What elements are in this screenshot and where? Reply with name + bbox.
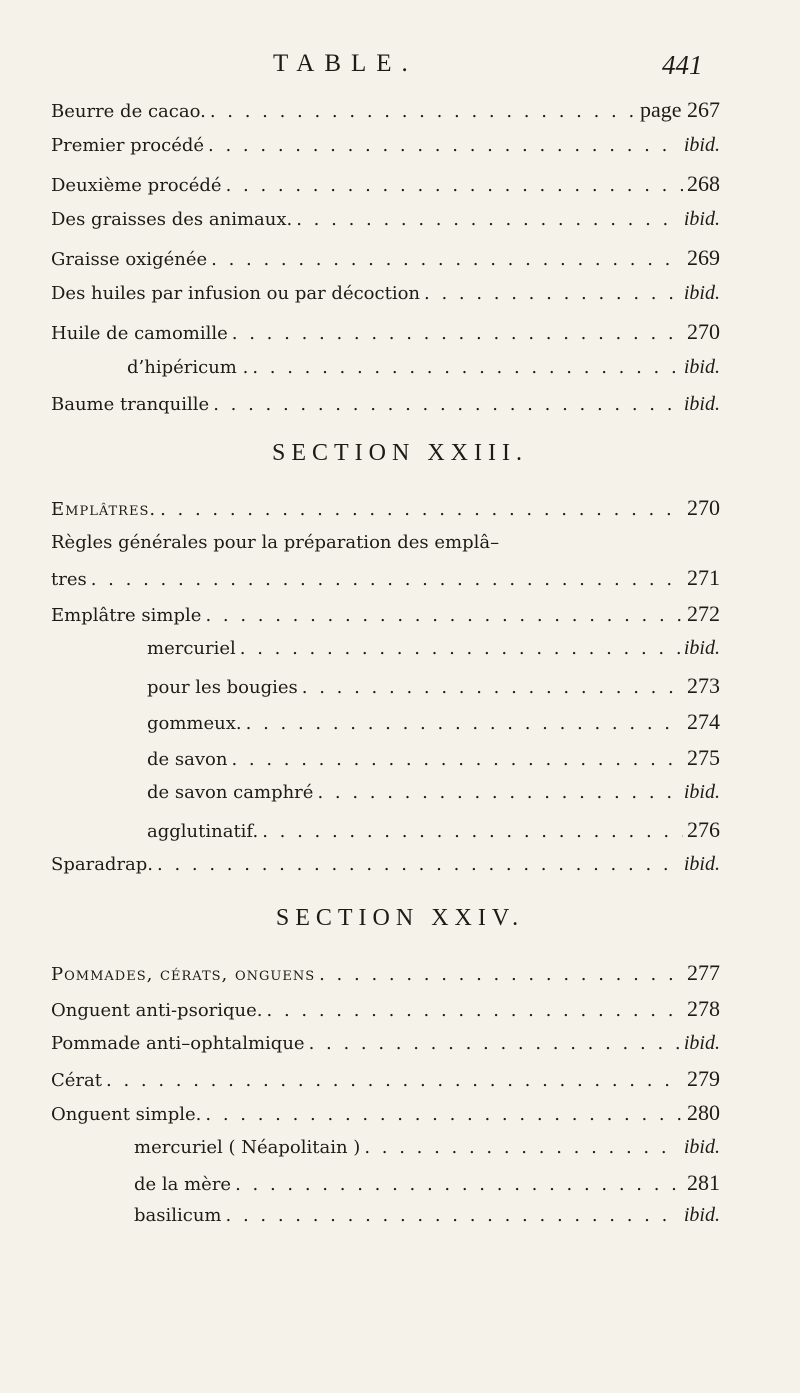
entry-label: Deuxième procédé: [51, 175, 222, 196]
entry-page: ibid.: [683, 356, 720, 378]
page-number: 441: [662, 50, 703, 80]
dot-leader: [317, 782, 679, 803]
toc-entry: [51, 134, 720, 157]
entry-page: ibid.: [683, 1204, 720, 1226]
entry-page: page 267: [639, 97, 720, 122]
entry-page: 274: [687, 709, 720, 734]
dot-leader: [160, 499, 683, 520]
section-heading: SECTION XXIV.: [275, 905, 525, 931]
entry-page: ibid.: [683, 134, 720, 156]
entry-label: Des graisses des animaux.: [51, 209, 293, 230]
dot-leader: [246, 713, 683, 734]
toc-entry: [51, 97, 720, 123]
entry-page: 270: [687, 319, 720, 344]
entry-label: Onguent simple.: [51, 1104, 202, 1125]
running-title: TABLE.: [273, 50, 418, 77]
entry-page: 280: [687, 1100, 720, 1125]
toc-entry: [134, 1204, 720, 1227]
entry-label: Onguent anti-psorique.: [51, 1000, 263, 1021]
dot-leader: [213, 394, 680, 415]
dot-leader: [364, 1137, 680, 1158]
dot-leader: [205, 1104, 683, 1125]
entry-label: Huile de camomille: [51, 323, 228, 344]
dot-leader: [235, 1174, 683, 1195]
entry-label: Baume tranquille: [51, 394, 210, 415]
entry-label: basilicum: [134, 1205, 222, 1226]
entry-page: 270: [687, 495, 720, 520]
entry-page: 271: [687, 565, 720, 590]
entry-label: de savon: [147, 749, 228, 770]
entry-page: ibid.: [683, 853, 720, 875]
entry-page: 281: [687, 1170, 720, 1195]
entry-label: Emplâtre simple: [51, 605, 202, 626]
entry-page: 277: [687, 960, 720, 985]
entry-label: mercuriel ( Néapolitain ): [134, 1137, 361, 1158]
entry-label: Emplâtres.: [51, 499, 157, 520]
dot-leader: [157, 854, 680, 875]
dot-leader: [267, 1000, 683, 1021]
dot-leader: [91, 569, 683, 590]
dot-leader: [424, 283, 680, 304]
toc-entry: [147, 709, 720, 735]
toc-entry: [147, 745, 720, 771]
entry-label: Sparadrap.: [51, 854, 154, 875]
entry-label: Beurre de cacao.: [51, 101, 206, 122]
dot-leader: [205, 605, 683, 626]
toc-entry: [51, 601, 720, 627]
toc-entry: [134, 1170, 720, 1196]
toc-entry: [51, 565, 720, 591]
entry-label: Des huiles par infusion ou par décoction: [51, 283, 421, 304]
entry-label: Graisse oxigénée: [51, 249, 208, 270]
entry-page: ibid.: [683, 637, 720, 659]
toc-entry: [51, 996, 720, 1022]
dot-leader: [296, 209, 680, 230]
entry-label: Pommades, cérats, onguens: [51, 964, 316, 985]
toc-entry: [51, 1100, 720, 1126]
entry-page: 269: [687, 245, 720, 270]
toc-entry: [51, 245, 720, 271]
dot-leader: [309, 1033, 680, 1054]
toc-entry: [51, 208, 720, 231]
entry-page: ibid.: [683, 781, 720, 803]
running-head: [0, 50, 800, 90]
entry-page: 272: [687, 601, 720, 626]
entry-label: gommeux.: [147, 713, 242, 734]
dot-leader: [262, 821, 683, 842]
entry-label: Premier procédé: [51, 135, 205, 156]
entry-page: 273: [687, 673, 720, 698]
entry-label: Pommade anti–ophtalmique: [51, 1033, 305, 1054]
section-heading: SECTION XXIII.: [272, 440, 528, 466]
toc-entry: [51, 393, 720, 416]
dot-leader: [302, 677, 683, 698]
entry-page: 275: [687, 745, 720, 770]
entry-label: tres: [51, 569, 87, 590]
entry-label: mercuriel: [147, 638, 236, 659]
entry-page: ibid.: [683, 1136, 720, 1158]
toc-entry: [51, 1032, 720, 1055]
toc-entry: [51, 282, 720, 305]
entry-label: d’hipéricum .: [127, 357, 249, 378]
toc-entry: [147, 817, 720, 843]
dot-leader: [240, 638, 680, 659]
toc-entry: [51, 319, 720, 345]
dot-leader: [208, 135, 680, 156]
entry-label: pour les bougies: [147, 677, 298, 698]
dot-leader: [232, 323, 683, 344]
entry-label-line: Règles générales pour la préparation des emplâ–: [51, 532, 500, 553]
toc-entry: [147, 781, 720, 804]
dot-leader: [319, 964, 683, 985]
dot-leader: [252, 357, 680, 378]
entry-page: ibid.: [683, 393, 720, 415]
toc-entry: [51, 1066, 720, 1092]
entry-page: 278: [687, 996, 720, 1021]
toc-entry: [51, 171, 720, 197]
entry-page: 279: [687, 1066, 720, 1091]
dot-leader: [226, 1205, 680, 1226]
toc-entry: [147, 637, 720, 660]
dot-leader: [231, 749, 683, 770]
toc-entry: [134, 1136, 720, 1159]
entry-page: ibid.: [683, 208, 720, 230]
entry-page: 268: [687, 171, 720, 196]
dot-leader: [210, 101, 636, 122]
entry-page: ibid.: [683, 282, 720, 304]
toc-entry: [147, 673, 720, 699]
toc-entry: [51, 853, 720, 876]
toc-entry: [51, 495, 720, 521]
dot-leader: [106, 1070, 683, 1091]
dot-leader: [226, 175, 683, 196]
entry-label: de la mère: [134, 1174, 232, 1195]
toc-entry: [51, 960, 720, 986]
entry-page: 276: [687, 817, 720, 842]
toc-entry: [127, 356, 720, 379]
dot-leader: [211, 249, 683, 270]
entry-label: de savon camphré: [147, 782, 314, 803]
entry-page: ibid.: [683, 1032, 720, 1054]
entry-label: agglutinatif.: [147, 821, 259, 842]
entry-label: Cérat: [51, 1070, 102, 1091]
